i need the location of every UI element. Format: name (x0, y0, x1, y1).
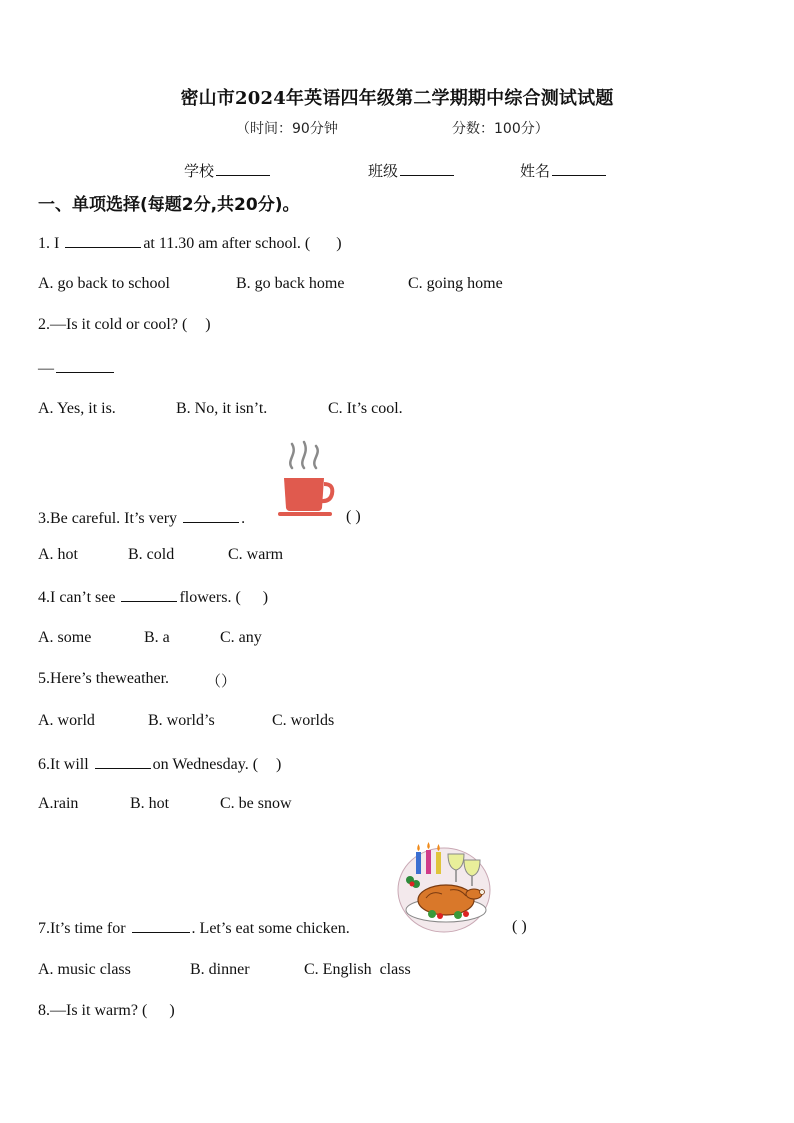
option-b[interactable]: B. world’s (148, 712, 215, 729)
answer-blank[interactable] (183, 508, 239, 523)
question-1 (38, 233, 342, 253)
question-text: 2.—Is it cold or cool? ( (38, 316, 188, 333)
answer-blank[interactable] (65, 233, 141, 248)
school-blank[interactable] (216, 161, 270, 176)
answer-blank[interactable] (121, 587, 177, 602)
option-c[interactable]: C. worlds (272, 712, 335, 729)
question-2 (38, 316, 211, 334)
question-8 (38, 1002, 175, 1020)
option-b[interactable]: B. dinner (190, 961, 250, 978)
option-b[interactable]: B. go back home (236, 275, 345, 292)
question-text: . (241, 510, 246, 527)
option-c[interactable]: C. going home (408, 275, 503, 292)
page-title: 密山市2024年英语四年级第二学期期中综合测试试题 (180, 88, 614, 109)
option-c[interactable]: C. It’s cool. (328, 400, 403, 417)
question-text: 5.Here’s theweather. (38, 670, 170, 687)
paren-close: ) (262, 589, 269, 606)
option-b[interactable]: B. a (144, 629, 170, 646)
option-a[interactable]: A. music class (38, 961, 131, 978)
question-text: . Let’s eat some chicken. (191, 920, 350, 937)
name-field (520, 160, 608, 181)
name-blank[interactable] (552, 161, 606, 176)
question-text: 8.—Is it warm? ( (38, 1002, 148, 1019)
question-5 (38, 670, 169, 688)
paren-close: ) (276, 756, 282, 773)
option-b[interactable]: B. No, it isn’t. (176, 400, 268, 417)
class-blank[interactable] (400, 161, 454, 176)
section-title: 一、单项选择(每题2分,共20分)。 (38, 195, 300, 215)
answer-line (38, 358, 116, 378)
paren-close: ) (205, 316, 211, 333)
option-b[interactable]: B. hot (130, 795, 170, 812)
option-a[interactable]: A. hot (38, 546, 78, 563)
roast-chicken-dinner-icon (396, 838, 496, 934)
question-6 (38, 754, 281, 774)
exam-score: 分数：100分） (452, 121, 549, 137)
option-a[interactable]: A. Yes, it is. (38, 400, 116, 417)
option-a[interactable]: A. go back to school (38, 275, 170, 292)
question-text: 7.It’s time for (38, 920, 130, 937)
hot-cup-icon (274, 438, 338, 520)
option-a[interactable]: A.rain (38, 795, 79, 812)
exam-time: （时间：90分钟 (236, 121, 338, 137)
answer-blank[interactable] (132, 918, 190, 933)
answer-paren[interactable]: ( ) (512, 918, 527, 935)
option-c[interactable]: C. English class (304, 961, 411, 978)
question-text: 3.Be careful. It’s very (38, 510, 182, 527)
question-text: 6.It will (38, 756, 93, 773)
school-field (184, 160, 272, 181)
answer-paren[interactable]: （） (206, 672, 237, 690)
option-c[interactable]: C. be snow (220, 795, 292, 812)
option-a[interactable]: A. some (38, 629, 92, 646)
option-c[interactable]: C. warm (228, 546, 284, 563)
question-4 (38, 587, 268, 607)
question-text: flowers. ( (179, 589, 241, 606)
answer-paren[interactable]: ( ) (346, 508, 361, 525)
dash: — (38, 360, 54, 377)
option-a[interactable]: A. world (38, 712, 95, 729)
name-label: 姓名 (520, 162, 551, 180)
question-7 (38, 918, 350, 938)
paren-close: ) (336, 235, 342, 252)
option-c[interactable]: C. any (220, 629, 262, 646)
class-label: 班级 (368, 162, 399, 180)
answer-blank[interactable] (95, 754, 151, 769)
question-3 (38, 508, 245, 528)
question-text: 1. I (38, 235, 64, 252)
question-text: at 11.30 am after school. ( (143, 235, 311, 252)
question-text: 4.I can’t see (38, 589, 120, 606)
paren-close: ) (169, 1002, 175, 1019)
question-text: on Wednesday. ( (152, 756, 259, 773)
option-b[interactable]: B. cold (128, 546, 175, 563)
class-field (368, 160, 456, 181)
school-label: 学校 (184, 162, 215, 180)
answer-blank[interactable] (56, 358, 114, 373)
